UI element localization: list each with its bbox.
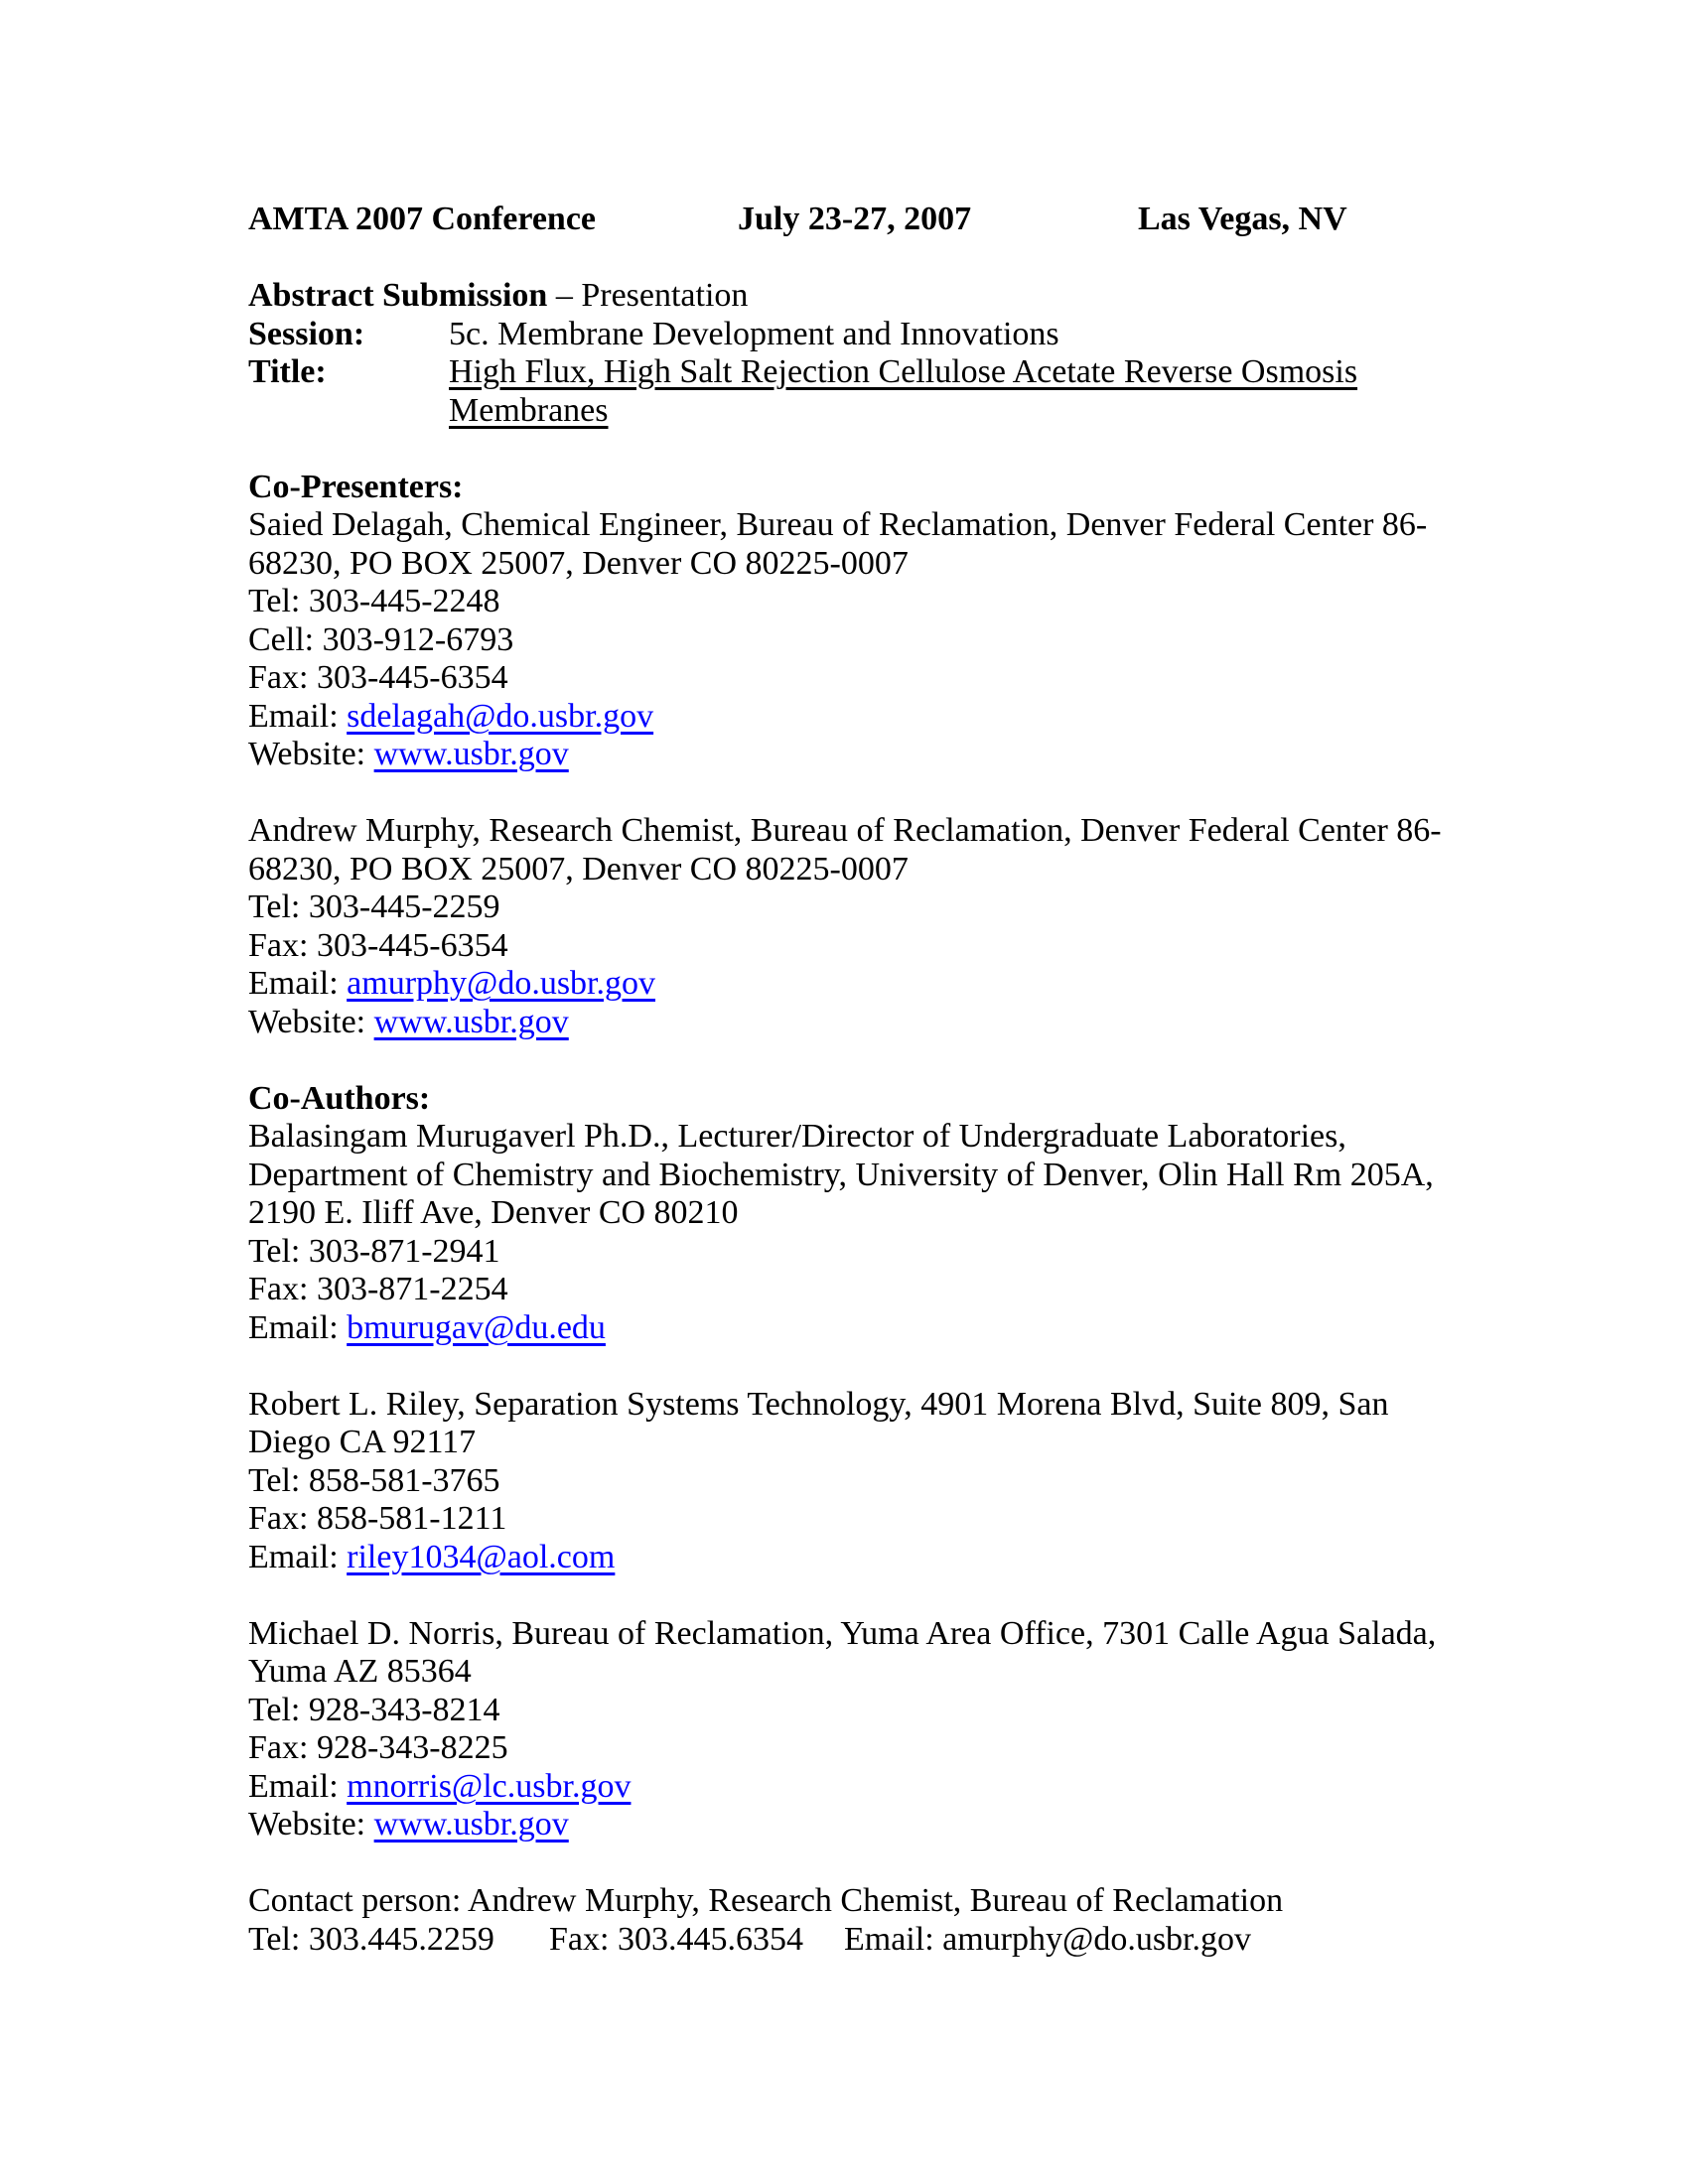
presenter2-website-row: [248, 1004, 1460, 1042]
email-label: Email:: [248, 965, 348, 1002]
author1-tel: Tel: 303-871-2941: [248, 1232, 500, 1270]
spacer: [248, 1844, 1460, 1883]
website-label: Website:: [248, 1806, 374, 1843]
spacer: [248, 430, 1460, 469]
author2-fax-row: [248, 1500, 1460, 1539]
conference-dates: July 23-27, 2007: [738, 201, 972, 237]
website-link[interactable]: www.usbr.gov: [373, 1003, 569, 1040]
email-label: Email:: [248, 1308, 348, 1346]
spacer: [248, 239, 1460, 278]
presenter1-cell: Cell: 303-912-6793: [248, 620, 514, 658]
author1-tel-row: [248, 1233, 1460, 1272]
presenter1-address: 68230, PO BOX 25007, Denver CO 80225-0007: [248, 544, 909, 582]
presenter2-fax-row: [248, 927, 1460, 966]
conference-location: Las Vegas, NV: [1138, 201, 1347, 237]
title-value-line2: Membranes: [449, 391, 609, 429]
spacer: [248, 1041, 1460, 1080]
presenter2-address-line1: [248, 812, 1460, 851]
website-label: Website:: [248, 1003, 374, 1040]
contact-info-row: [248, 1921, 1460, 1960]
header-row: [248, 201, 1460, 239]
spacer: [248, 1576, 1460, 1615]
contact-person: Contact person: Andrew Murphy, Research Chemist, Bureau of Reclamation: [248, 1882, 1284, 1919]
email-link[interactable]: amurphy@do.usbr.gov: [347, 965, 656, 1002]
author3-tel: Tel: 928-343-8214: [248, 1691, 500, 1728]
author1-address-line2: [248, 1157, 1460, 1195]
author1-fax: Fax: 303-871-2254: [248, 1271, 508, 1307]
author1-address: 2190 E. Iliff Ave, Denver CO 80210: [248, 1194, 739, 1231]
presenter2-tel: Tel: 303-445-2259: [248, 888, 500, 925]
email-label: Email:: [248, 1767, 348, 1805]
author3-tel-row: [248, 1692, 1460, 1730]
co-presenters-heading: Co-Presenters:: [248, 468, 464, 505]
email-link[interactable]: bmurugav@du.edu: [347, 1308, 606, 1346]
author1-address-line3: [248, 1194, 1460, 1233]
author3-fax: Fax: 928-343-8225: [248, 1729, 508, 1766]
presenter1-address-line2: [248, 545, 1460, 584]
session-value: 5c. Membrane Development and Innovations: [449, 315, 1059, 352]
presenter2-address: 68230, PO BOX 25007, Denver CO 80225-0007: [248, 850, 909, 887]
author2-tel-row: [248, 1462, 1460, 1501]
website-link[interactable]: www.usbr.gov: [373, 736, 569, 772]
presenter1-website-row: [248, 736, 1460, 774]
spacer: [248, 1347, 1460, 1386]
presenter1-name-affiliation: Saied Delagah, Chemical Engineer, Bureau of Reclamation, Denver Federal Center 86-: [248, 506, 1428, 543]
email-label: Email:: [248, 697, 348, 735]
presenter2-fax: Fax: 303-445-6354: [248, 926, 508, 964]
title-row: [248, 353, 1460, 392]
author3-email-row: [248, 1768, 1460, 1807]
presenter1-email-row: [248, 698, 1460, 737]
presenter1-cell-row: [248, 621, 1460, 660]
email-link[interactable]: sdelagah@do.usbr.gov: [347, 697, 654, 735]
email-link[interactable]: riley1034@aol.com: [347, 1538, 616, 1575]
presenter1-fax: Fax: 303-445-6354: [248, 659, 508, 696]
co-authors-heading: Co-Authors:: [248, 1079, 431, 1117]
author3-address: Yuma AZ 85364: [248, 1653, 472, 1690]
session-label: Session:: [248, 315, 365, 352]
email-label: Email:: [248, 1538, 348, 1575]
presenter1-address-line1: [248, 506, 1460, 545]
author2-tel: Tel: 858-581-3765: [248, 1461, 500, 1499]
conference-title: AMTA 2007 Conference: [248, 201, 597, 237]
presenter2-tel-row: [248, 888, 1460, 927]
author3-website-row: [248, 1806, 1460, 1844]
author2-address: Diego CA 92117: [248, 1424, 477, 1460]
presenter1-tel: Tel: 303-445-2248: [248, 583, 500, 619]
author1-email-row: [248, 1309, 1460, 1348]
contact-email: Email: amurphy@do.usbr.gov: [844, 1920, 1251, 1958]
author2-address-line2: [248, 1424, 1460, 1462]
author2-address-line1: [248, 1386, 1460, 1425]
presenter2-address-line2: [248, 851, 1460, 889]
author2-name-affiliation: Robert L. Riley, Separation Systems Technology, 4901 Morena Blvd, Suite 809, San: [248, 1385, 1389, 1423]
presenter1-fax-row: [248, 659, 1460, 698]
contact-fax: Fax: 303.445.6354: [549, 1920, 803, 1958]
co-authors-heading-row: [248, 1080, 1460, 1119]
author2-email-row: [248, 1539, 1460, 1577]
session-row: [248, 316, 1460, 354]
presenter1-tel-row: [248, 583, 1460, 621]
author1-fax-row: [248, 1271, 1460, 1309]
author1-name-title: Balasingam Murugaverl Ph.D., Lecturer/Director of Undergraduate Laboratories,: [248, 1118, 1346, 1155]
title-value-line1: High Flux, High Salt Rejection Cellulose Acetate Reverse Osmosis: [449, 353, 1358, 390]
author3-fax-row: [248, 1729, 1460, 1768]
abstract-type-label: Abstract Submission: [248, 277, 548, 314]
author1-department: Department of Chemistry and Biochemistry, University of Denver, Olin Hall Rm 205A,: [248, 1156, 1434, 1193]
author3-name-affiliation: Michael D. Norris, Bureau of Reclamation, Yuma Area Office, 7301 Calle Agua Salada,: [248, 1614, 1437, 1652]
presenter2-email-row: [248, 965, 1460, 1004]
email-link[interactable]: mnorris@lc.usbr.gov: [347, 1767, 632, 1805]
presenter2-name-affiliation: Andrew Murphy, Research Chemist, Bureau of Reclamation, Denver Federal Center 86-: [248, 812, 1442, 849]
author3-address-line2: [248, 1653, 1460, 1692]
title-row-2: [248, 392, 1460, 431]
website-label: Website:: [248, 736, 374, 772]
abstract-type-row: [248, 277, 1460, 316]
spacer: [248, 774, 1460, 813]
contact-person-row: [248, 1882, 1460, 1921]
contact-tel: Tel: 303.445.2259: [248, 1920, 494, 1958]
author1-address-line1: [248, 1118, 1460, 1157]
document-content: [248, 201, 1460, 1959]
author2-fax: Fax: 858-581-1211: [248, 1500, 507, 1537]
co-presenters-heading-row: [248, 469, 1460, 507]
title-label: Title:: [248, 353, 327, 390]
abstract-type-value: – Presentation: [547, 277, 749, 314]
author3-address-line1: [248, 1615, 1460, 1654]
website-link[interactable]: www.usbr.gov: [373, 1806, 569, 1843]
